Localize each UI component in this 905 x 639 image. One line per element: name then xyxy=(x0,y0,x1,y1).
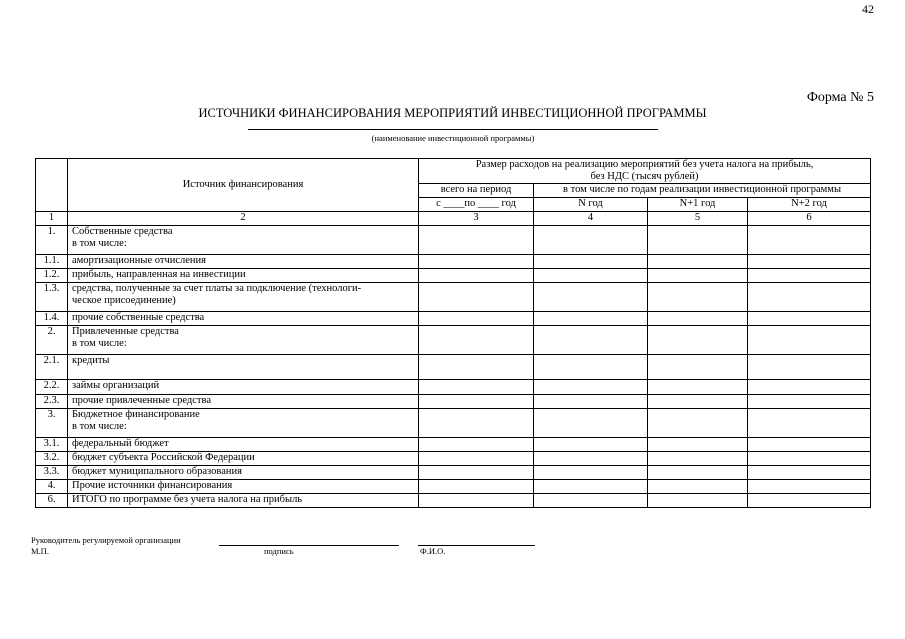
row-number: 2.1. xyxy=(36,355,68,380)
table-row xyxy=(36,438,871,452)
row-label-cell xyxy=(68,480,419,494)
header-year-n1: N+1 год xyxy=(648,198,748,212)
row-label-cell xyxy=(68,438,419,452)
value-cell xyxy=(748,452,871,466)
header-period: с ____по ____ год xyxy=(419,198,534,212)
row-number: 3. xyxy=(36,409,68,438)
value-cell xyxy=(748,438,871,452)
row-label-cell xyxy=(68,380,419,395)
row-label: прочие собственные средства xyxy=(72,312,205,323)
value-cell xyxy=(419,480,534,494)
row-sublabel: в том числе: xyxy=(72,421,127,432)
row-number: 1.4. xyxy=(36,312,68,326)
row-number: 4. xyxy=(36,480,68,494)
table-row xyxy=(36,494,871,508)
table-row xyxy=(36,380,871,395)
document-title: ИСТОЧНИКИ ФИНАНСИРОВАНИЯ МЕРОПРИЯТИЙ ИНВЕСТИЦИОННОЙ ПРОГРАММЫ xyxy=(198,106,707,120)
table-row xyxy=(36,395,871,409)
col-number: 6 xyxy=(748,212,871,226)
row-label: займы организаций xyxy=(72,380,160,391)
row-label: Прочие источники финансирования xyxy=(72,480,233,491)
value-cell xyxy=(534,409,648,438)
value-cell xyxy=(748,355,871,380)
row-number: 1.2. xyxy=(36,269,68,283)
row-label-cell xyxy=(68,355,419,380)
row-label: средства, полученные за счет платы за подключение (технологи- xyxy=(72,283,362,294)
row-number: 3.3. xyxy=(36,466,68,480)
value-cell xyxy=(534,395,648,409)
value-cell xyxy=(419,395,534,409)
value-cell xyxy=(648,438,748,452)
row-label: кредиты xyxy=(72,355,110,366)
value-cell xyxy=(534,255,648,269)
value-cell xyxy=(419,269,534,283)
value-cell xyxy=(534,438,648,452)
value-cell xyxy=(534,283,648,312)
row-number: 2. xyxy=(36,326,68,355)
value-cell xyxy=(748,255,871,269)
col-number: 4 xyxy=(534,212,648,226)
value-cell xyxy=(648,269,748,283)
value-cell xyxy=(748,409,871,438)
value-cell xyxy=(419,326,534,355)
value-cell xyxy=(748,466,871,480)
value-cell xyxy=(534,480,648,494)
name-caption: Ф.И.О. xyxy=(420,546,446,556)
header-by-years: в том числе по годам реализации инвестиционной программы xyxy=(534,184,871,198)
col-number: 5 xyxy=(648,212,748,226)
row-label-cell xyxy=(68,466,419,480)
column-number-row xyxy=(36,212,871,226)
header-expenses-line1: Размер расходов на реализацию мероприятий без учета налога на прибыль, xyxy=(475,159,814,170)
value-cell xyxy=(419,409,534,438)
value-cell xyxy=(748,312,871,326)
row-label: Собственные средства xyxy=(72,226,173,237)
row-sublabel: в том числе: xyxy=(72,338,127,349)
table-row xyxy=(36,326,871,355)
value-cell xyxy=(534,466,648,480)
row-number: 2.3. xyxy=(36,395,68,409)
value-cell xyxy=(748,226,871,255)
value-cell xyxy=(748,283,871,312)
value-cell xyxy=(648,283,748,312)
head-signature-label: Руководитель регулируемой организации xyxy=(31,535,181,545)
value-cell xyxy=(534,269,648,283)
value-cell xyxy=(419,438,534,452)
table-row xyxy=(36,452,871,466)
row-label-cell xyxy=(68,283,419,312)
value-cell xyxy=(648,452,748,466)
table-row xyxy=(36,355,871,380)
value-cell xyxy=(648,480,748,494)
value-cell xyxy=(419,452,534,466)
program-name-line xyxy=(248,129,658,130)
value-cell xyxy=(648,494,748,508)
value-cell xyxy=(419,466,534,480)
value-cell xyxy=(534,312,648,326)
header-source: Источник финансирования xyxy=(68,159,419,212)
program-name-hint: (наименование инвестиционной программы) xyxy=(371,133,535,143)
value-cell xyxy=(648,409,748,438)
row-label-cell xyxy=(68,255,419,269)
table-row xyxy=(36,466,871,480)
row-label: амортизационные отчисления xyxy=(72,255,206,266)
header-expenses xyxy=(419,159,871,184)
value-cell xyxy=(534,494,648,508)
row-label: прочие привлеченные средства xyxy=(72,395,212,406)
table-row xyxy=(36,269,871,283)
value-cell xyxy=(648,255,748,269)
form-label: Форма № 5 xyxy=(806,90,874,105)
value-cell xyxy=(534,355,648,380)
row-number: 1.1. xyxy=(36,255,68,269)
header-year-n: N год xyxy=(534,198,648,212)
row-label: федеральный бюджет xyxy=(72,438,169,449)
signature-line xyxy=(219,545,399,546)
row-number: 6. xyxy=(36,494,68,508)
value-cell xyxy=(534,226,648,255)
row-label: прибыль, направленная на инвестиции xyxy=(72,269,246,280)
value-cell xyxy=(534,380,648,395)
value-cell xyxy=(534,326,648,355)
row-label-cell xyxy=(68,226,419,255)
table-row xyxy=(36,255,871,269)
page-number: 42 xyxy=(862,2,874,16)
value-cell xyxy=(648,226,748,255)
header-expenses-line2: без НДС (тысяч рублей) xyxy=(590,171,699,182)
value-cell xyxy=(648,395,748,409)
value-cell xyxy=(419,380,534,395)
row-label-cell xyxy=(68,409,419,438)
value-cell xyxy=(419,355,534,380)
row-label-cell xyxy=(68,312,419,326)
row-number: 1. xyxy=(36,226,68,255)
col-number: 1 xyxy=(36,212,68,226)
row-number: 1.3. xyxy=(36,283,68,312)
row-number: 3.2. xyxy=(36,452,68,466)
stamp-label: М.П. xyxy=(31,546,49,556)
value-cell xyxy=(648,466,748,480)
row-label-cell xyxy=(68,269,419,283)
table-row xyxy=(36,283,871,312)
value-cell xyxy=(748,269,871,283)
row-label-cell xyxy=(68,326,419,355)
value-cell xyxy=(748,326,871,355)
table-row xyxy=(36,409,871,438)
row-label: бюджет муниципального образования xyxy=(72,466,242,477)
header-row-number xyxy=(36,159,68,212)
col-number: 2 xyxy=(68,212,419,226)
row-number: 3.1. xyxy=(36,438,68,452)
value-cell xyxy=(534,452,648,466)
value-cell xyxy=(419,283,534,312)
value-cell xyxy=(748,480,871,494)
value-cell xyxy=(648,312,748,326)
table-row xyxy=(36,480,871,494)
row-label-cell xyxy=(68,395,419,409)
value-cell xyxy=(419,494,534,508)
row-label: Бюджетное финансирование xyxy=(72,409,200,420)
row-label-cell xyxy=(68,452,419,466)
value-cell xyxy=(748,494,871,508)
row-label: ИТОГО по программе без учета налога на прибыль xyxy=(72,494,303,505)
row-sublabel: в том числе: xyxy=(72,238,127,249)
value-cell xyxy=(648,326,748,355)
header-total: всего на период xyxy=(419,184,534,198)
signature-caption: подпись xyxy=(264,546,294,556)
value-cell xyxy=(648,380,748,395)
value-cell xyxy=(419,255,534,269)
value-cell xyxy=(419,312,534,326)
row-label: Привлеченные средства xyxy=(72,326,179,337)
row-number: 2.2. xyxy=(36,380,68,395)
header-year-n2: N+2 год xyxy=(748,198,871,212)
value-cell xyxy=(748,395,871,409)
table-row xyxy=(36,226,871,255)
value-cell xyxy=(419,226,534,255)
value-cell xyxy=(748,380,871,395)
row-label: бюджет субъекта Российской Федерации xyxy=(72,452,255,463)
row-sublabel: ческое присоединение) xyxy=(72,295,176,306)
row-label-cell xyxy=(68,494,419,508)
col-number: 3 xyxy=(419,212,534,226)
table-row xyxy=(36,312,871,326)
financing-sources-table xyxy=(35,158,871,508)
value-cell xyxy=(648,355,748,380)
